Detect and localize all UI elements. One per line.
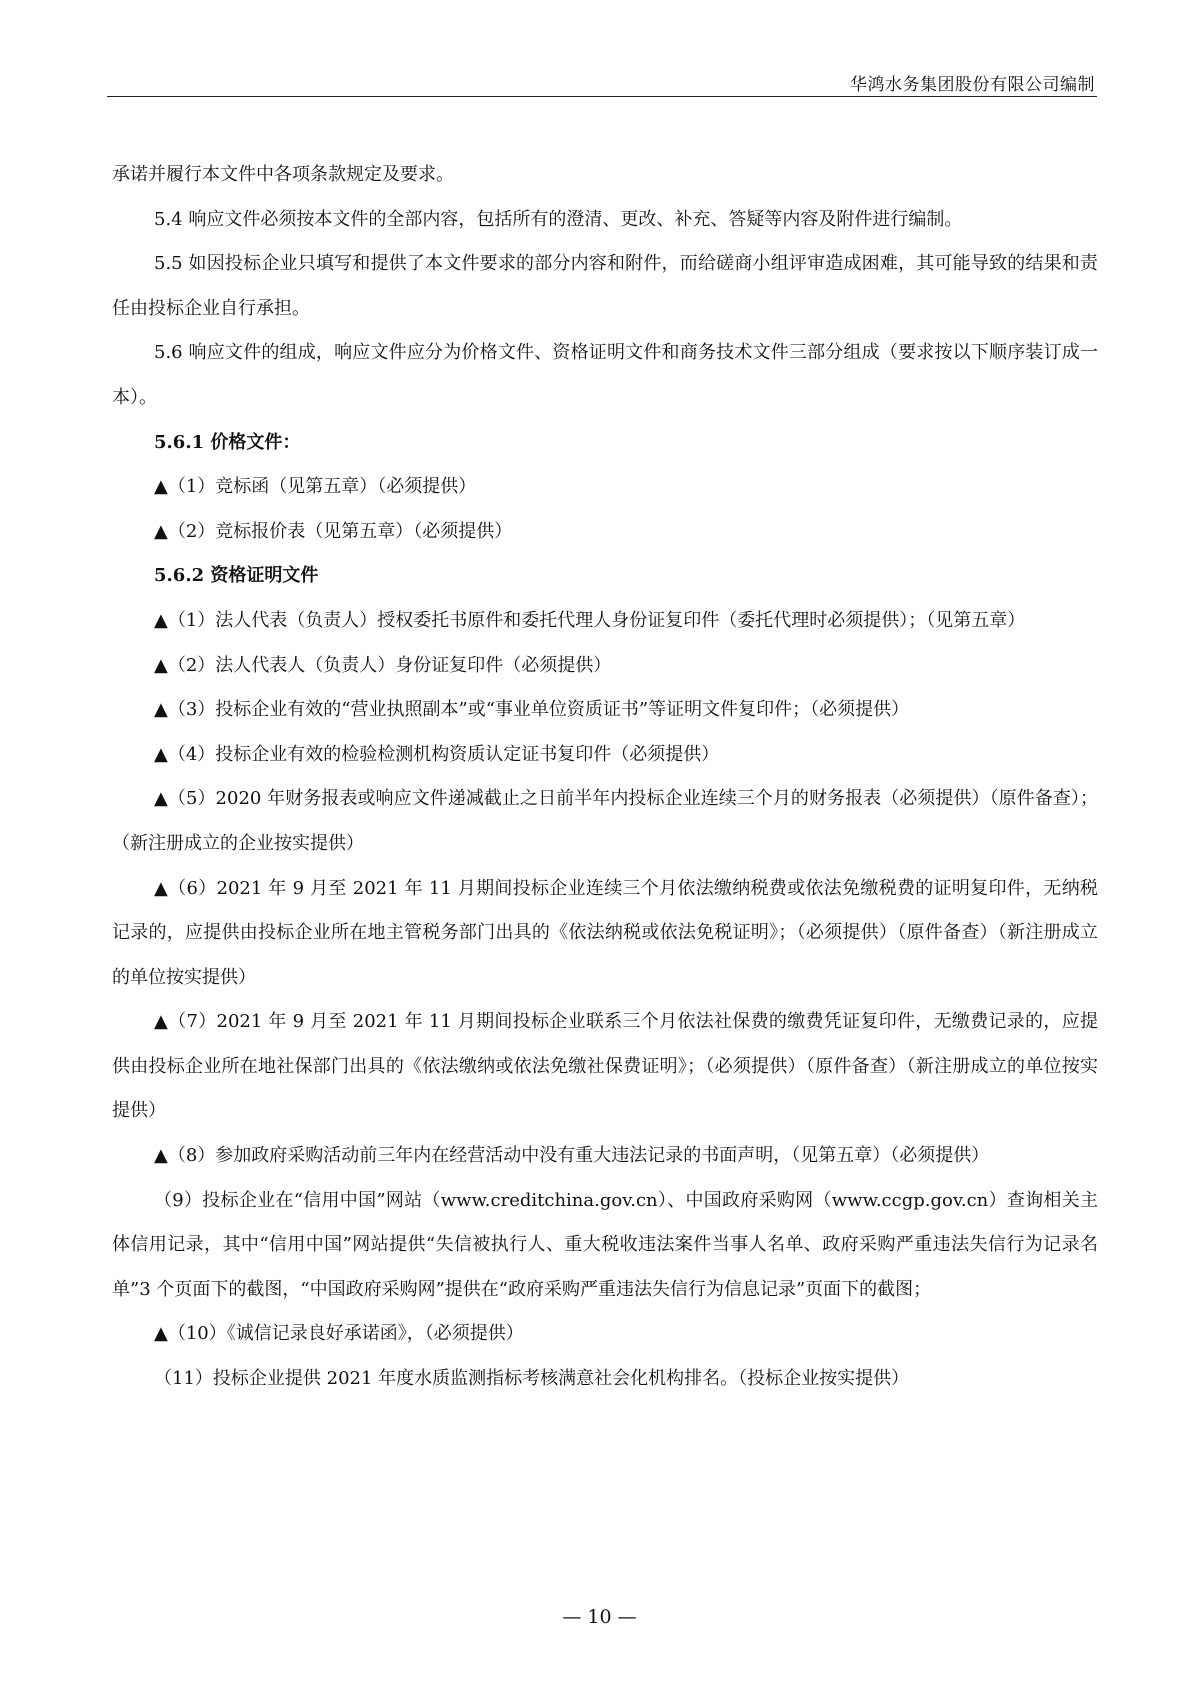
list-item-qual-7: ▲（7）2021 年 9 月至 2021 年 11 月期间投标企业联系三个月依法社保费的缴费凭证复印件，无缴费记录的，应提供由投标企业所在地社保部门出具的《依法缴纳或依法免缴社保费证明》；（必须提供）（原件备查）（新注册成立的单位按实提供） [112, 1011, 1098, 1122]
page-number: — 10 — [562, 1606, 637, 1628]
list-item-qual-2: ▲（2）法人代表人（负责人）身份证复印件（必须提供） [154, 654, 612, 676]
list-item-qual-10: ▲（10）《诚信记录良好承诺函》，（必须提供） [154, 1323, 524, 1345]
paragraph-5-6: 5.6 响应文件的组成，响应文件应分为价格文件、资格证明文件和商务技术文件三部分组成（要求按以下顺序装订成一本）。 [112, 342, 1098, 408]
list-item-qual-11: （11）投标企业提供 2021 年度水质监测指标考核满意社会化机构排名。（投标企业按实提供） [154, 1368, 910, 1390]
document-body [112, 153, 1098, 1402]
list-item-qual-4: ▲（4）投标企业有效的检验检测机构资质认定证书复印件（必须提供） [154, 743, 720, 765]
paragraph-5-5: 5.5 如因投标企业只填写和提供了本文件要求的部分内容和附件，而给磋商小组评审造成困难，其可能导致的结果和责任由投标企业自行承担。 [112, 253, 1098, 319]
list-item-qual-8: ▲（8）参加政府采购活动前三年内在经营活动中没有重大违法记录的书面声明，（见第五章）（必须提供） [154, 1145, 990, 1167]
heading-5-6-2: 5.6.2 资格证明文件 [154, 565, 319, 587]
list-item-price-1: ▲（1）竞标函（见第五章）（必须提供） [154, 476, 477, 498]
heading-5-6-1: 5.6.1 价格文件： [154, 431, 301, 453]
paragraph-5-4: 5.4 响应文件必须按本文件的全部内容，包括所有的澄清、更改、补充、答疑等内容及附件进行编制。 [154, 208, 963, 230]
list-item-qual-9: （9）投标企业在“信用中国”网站（www.creditchina.gov.cn）、中国政府采购网（www.ccgp.gov.cn）查询相关主体信用记录，其中“信用中国”网站提供“失信被执行人、重大税收违法案件当事人名单、政府采购严重违法失信行为记录名单”3 个页面下的截图，“中国政府采购网”提供在“政府采购严重违法失信行为信息记录”页面下的截图； [112, 1189, 1098, 1300]
list-item-qual-3: ▲（3）投标企业有效的“营业执照副本”或“事业单位资质证书”等证明文件复印件；（必须提供） [154, 699, 910, 721]
paragraph-continuation: 承诺并履行本文件中各项条款规定及要求。 [112, 164, 454, 185]
list-item-price-2: ▲（2）竞标报价表（见第五章）（必须提供） [154, 520, 513, 542]
page-header [107, 58, 1097, 97]
header-publisher: 华鸿水务集团股份有限公司编制 [850, 75, 1095, 95]
list-item-qual-1: ▲（1）法人代表（负责人）授权委托书原件和委托代理人身份证复印件（委托代理时必须提供）；（见第五章） [154, 609, 1026, 631]
list-item-qual-6: ▲（6）2021 年 9 月至 2021 年 11 月期间投标企业连续三个月依法缴纳税费或依法免缴税费的证明复印件，无纳税记录的，应提供由投标企业所在地主管税务部门出具的《依法纳税或依法免税证明》；（必须提供）（原件备查）（新注册成立的单位按实提供） [112, 877, 1098, 988]
list-item-qual-5: ▲（5）2020 年财务报表或响应文件递减截止之日前半年内投标企业连续三个月的财务报表（必须提供）（原件备查）；（新注册成立的企业按实提供） [112, 788, 1098, 854]
